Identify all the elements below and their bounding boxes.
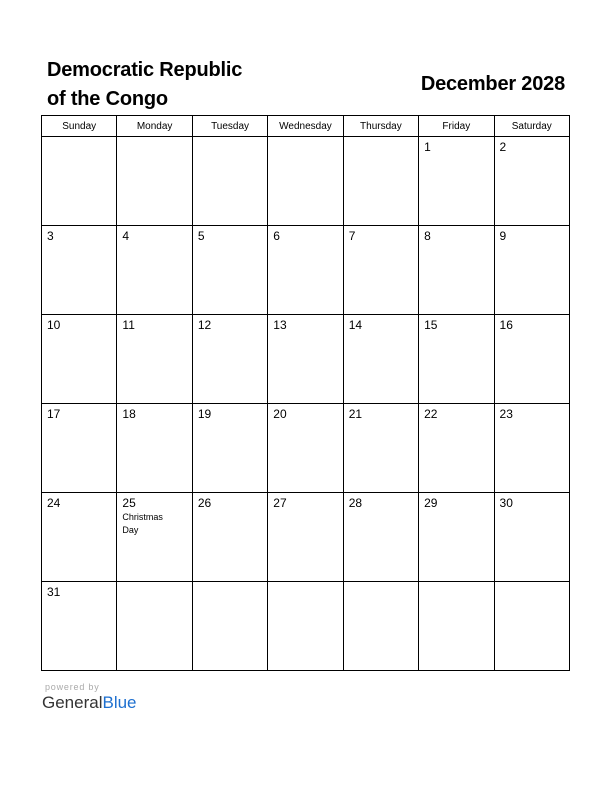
day-number: 17 <box>47 407 61 421</box>
day-number: 25 <box>122 496 136 510</box>
day-cell <box>419 137 494 226</box>
week-row-3 <box>42 315 570 404</box>
day-cell <box>192 226 267 315</box>
day-number: 16 <box>499 318 513 332</box>
day-number: 4 <box>122 229 130 243</box>
day-cell <box>42 226 117 315</box>
month-title: December 2028 <box>420 73 565 95</box>
week-row-5 <box>42 493 570 582</box>
day-number: 23 <box>499 407 513 421</box>
day-number: 22 <box>424 407 438 421</box>
day-cell <box>42 404 117 493</box>
day-number: 13 <box>273 318 287 332</box>
day-cell <box>42 137 117 226</box>
day-number <box>268 582 342 585</box>
day-cell <box>192 315 267 404</box>
day-number: 24 <box>47 496 61 510</box>
holiday-label-line2: Day <box>122 525 139 535</box>
day-number <box>193 137 267 140</box>
day-number: 20 <box>273 407 287 421</box>
holiday-label-line1: Christmas <box>122 512 163 522</box>
day-cell <box>268 582 343 671</box>
weekday-saturday: Saturday <box>494 116 569 137</box>
country-title <box>47 56 307 114</box>
day-cell <box>117 404 192 493</box>
day-cell-holiday <box>117 493 192 582</box>
day-number <box>344 137 418 140</box>
week-row-1 <box>42 137 570 226</box>
day-cell <box>419 315 494 404</box>
day-cell <box>343 315 418 404</box>
week-row-6 <box>42 582 570 671</box>
generalblue-logo[interactable] <box>42 693 137 713</box>
day-cell <box>494 493 569 582</box>
day-cell <box>268 404 343 493</box>
day-cell <box>494 226 569 315</box>
day-cell <box>117 137 192 226</box>
day-number: 19 <box>197 407 212 421</box>
day-cell <box>42 582 117 671</box>
day-number: 26 <box>197 496 212 510</box>
logo-text-blue: Blue <box>102 693 137 712</box>
day-number: 31 <box>47 585 61 599</box>
day-number: 12 <box>197 318 212 332</box>
day-number <box>495 582 569 585</box>
day-cell <box>192 404 267 493</box>
day-number <box>193 582 267 585</box>
weekday-sunday: Sunday <box>42 116 117 137</box>
day-number: 3 <box>47 229 54 243</box>
week-row-4 <box>42 404 570 493</box>
day-cell <box>268 493 343 582</box>
day-cell <box>343 226 418 315</box>
day-number: 10 <box>47 318 61 332</box>
day-cell <box>494 137 569 226</box>
day-number: 27 <box>273 496 287 510</box>
day-number: 28 <box>348 496 363 510</box>
day-number <box>268 137 342 140</box>
day-number: 14 <box>348 318 363 332</box>
day-number: 9 <box>499 229 507 243</box>
day-number: 29 <box>424 496 438 510</box>
week-row-2 <box>42 226 570 315</box>
day-number: 8 <box>424 229 431 243</box>
day-number: 21 <box>348 407 363 421</box>
day-cell <box>42 493 117 582</box>
day-cell <box>192 493 267 582</box>
day-number <box>419 582 493 585</box>
day-cell <box>494 582 569 671</box>
day-number: 2 <box>499 140 507 154</box>
day-cell <box>268 315 343 404</box>
day-cell <box>117 582 192 671</box>
day-number <box>117 137 191 140</box>
weekday-tuesday: Tuesday <box>192 116 267 137</box>
country-title-line2: of the Congo <box>47 88 168 110</box>
weekday-thursday: Thursday <box>343 116 418 137</box>
holiday-label <box>117 510 191 537</box>
day-number: 11 <box>122 318 135 332</box>
weekday-wednesday: Wednesday <box>268 116 343 137</box>
weekday-friday: Friday <box>419 116 494 137</box>
day-cell <box>419 226 494 315</box>
day-cell <box>419 493 494 582</box>
day-cell <box>343 493 418 582</box>
day-cell <box>192 137 267 226</box>
logo-text-general: General <box>42 693 103 712</box>
day-number: 1 <box>424 140 431 154</box>
day-cell <box>343 137 418 226</box>
day-cell <box>117 226 192 315</box>
day-cell <box>419 582 494 671</box>
day-number <box>344 582 418 585</box>
day-number: 5 <box>197 229 205 243</box>
day-number: 7 <box>348 229 356 243</box>
day-cell <box>268 226 343 315</box>
day-cell <box>494 315 569 404</box>
day-number <box>117 582 191 585</box>
day-cell <box>268 137 343 226</box>
weekday-header-row <box>42 116 570 137</box>
day-cell <box>419 404 494 493</box>
day-cell <box>494 404 569 493</box>
day-cell <box>42 315 117 404</box>
day-cell <box>117 315 192 404</box>
day-cell <box>343 582 418 671</box>
weekday-monday: Monday <box>117 116 192 137</box>
day-number: 18 <box>122 407 136 421</box>
country-title-line1: Democratic Republic <box>47 59 243 81</box>
day-number: 30 <box>499 496 513 510</box>
day-cell <box>192 582 267 671</box>
day-number <box>42 137 116 140</box>
powered-by-label: powered by <box>45 682 100 692</box>
calendar-grid <box>41 115 570 671</box>
day-number: 15 <box>424 318 438 332</box>
day-cell <box>343 404 418 493</box>
day-number: 6 <box>273 229 280 243</box>
